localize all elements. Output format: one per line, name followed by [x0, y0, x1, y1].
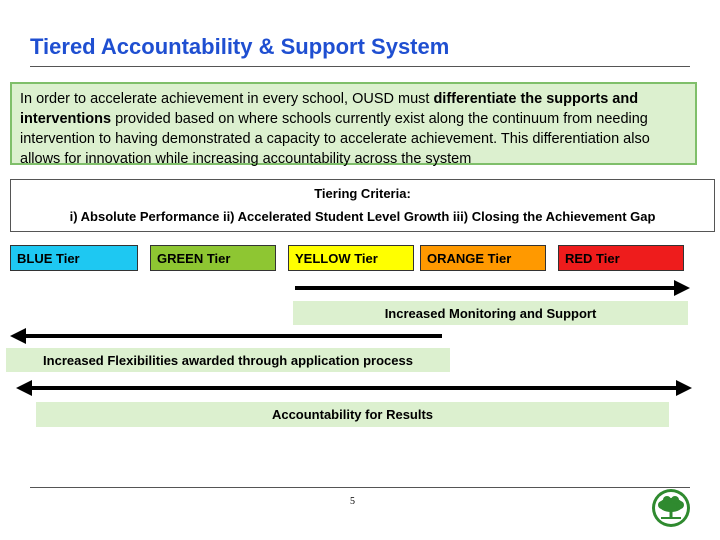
double-arrow-icon — [16, 380, 692, 396]
intro-lead: In order to accelerate achievement in every school, OUSD must — [20, 91, 434, 107]
left-arrow-icon — [10, 328, 442, 344]
tier-blue: BLUE Tier — [10, 245, 138, 271]
tier-green: GREEN Tier — [150, 245, 276, 271]
oak-tree-logo-icon — [651, 488, 691, 528]
monitoring-label: Increased Monitoring and Support — [293, 301, 688, 325]
slide-title: Tiered Accountability & Support System — [30, 34, 450, 59]
tier-yellow: YELLOW Tier — [288, 245, 414, 271]
criteria-title: Tiering Criteria: — [314, 186, 411, 201]
intro-rest: provided based on where schools currently exist along the continuum from needing intervention to having demonstrated a capacity to accelerate achievement. This differentiation also allows for innovation while increasing accountability across the system — [20, 111, 650, 167]
accountability-label: Accountability for Results — [36, 402, 669, 427]
criteria-items: i) Absolute Performance ii) Accelerated Student Level Growth iii) Closing the Achievement Gap — [69, 209, 656, 224]
page-number: 5 — [350, 496, 355, 507]
flexibility-label: Increased Flexibilities awarded through application process — [6, 348, 450, 372]
intro-emphasis: differentiate the supports and interventions — [20, 91, 639, 127]
right-arrow-icon — [295, 280, 690, 296]
tier-orange: ORANGE Tier — [420, 245, 546, 271]
tier-red: RED Tier — [558, 245, 684, 271]
footer-divider — [30, 487, 690, 488]
